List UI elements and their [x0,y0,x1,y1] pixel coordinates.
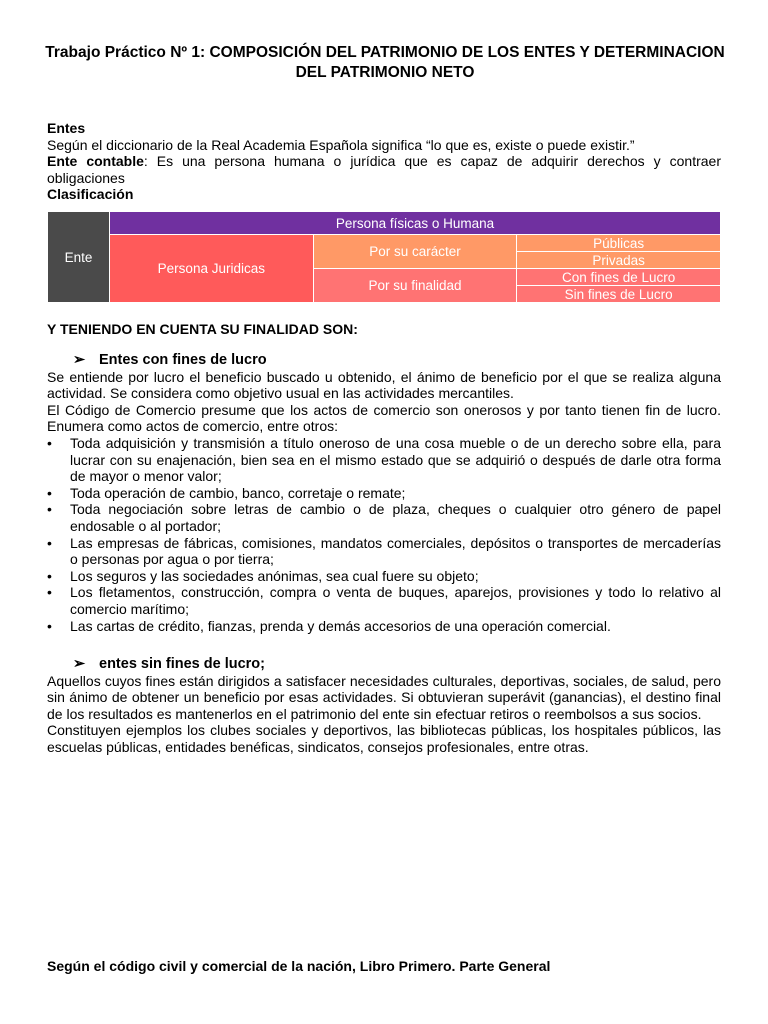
bullet-dot-icon: • [47,501,52,518]
bullet-dot-icon: • [47,484,52,501]
list-item: • Los fletamentos, construcción, compra o venta de buques, aparejos, provisiones y todo lo relativo al comercio marítimo; [47,584,721,617]
classification-table [47,211,721,303]
cell-ente: Ente [48,212,110,303]
bullet-dot-icon: • [47,567,52,584]
finalidad-heading: Y TENIENDO EN CUENTA SU FINALIDAD SON: [47,321,358,337]
con-lucro-paragraph-2: El Código de Comercio presume que los actos de comercio son onerosos y por tanto tienen fin de lucro. Enumera como actos de comercio, entre otros: [47,401,721,435]
cell-persona-juridica: Persona Juridicas [110,235,314,303]
list-item: • Toda adquisición y transmisión a título oneroso de una cosa mueble o de un derecho sobre ella, para lucrar con su enajenación, bien sea en el mismo estado que se adquirió o después de darle otra forma de mayor o menor valor; [47,434,721,485]
bullet-dot-icon: • [47,434,52,451]
sin-lucro-heading [47,656,721,673]
list-item: • Los seguros y las sociedades anónimas, sea cual fuere su objeto; [47,567,479,584]
list-item: • Las empresas de fábricas, comisiones, mandatos comerciales, depósitos o transportes de mercaderías o personas por agua o por tierra; [47,534,721,568]
con-lucro-heading [47,352,721,369]
cell-persona-fisica: Persona físicas o Humana [110,212,721,235]
con-lucro-section [47,352,721,634]
clasificacion-heading: Clasificación [47,186,134,203]
bullet-dot-icon: • [47,617,52,634]
sin-lucro-heading-text: entes sin fines de lucro; [99,656,265,672]
sin-lucro-paragraph-2: Constituyen ejemplos los clubes sociales y deportivos, las bibliotecas públicas, los hospitales públicos, las escuelas públicas, entidades benéficas, sindicatos, consejos profesionales, entre otras. [47,722,721,755]
arrow-bullet-icon: ➢ [73,352,86,368]
con-lucro-heading-text: Entes con fines de lucro [99,352,267,368]
ente-contable-label: Ente contable [47,153,144,170]
sin-lucro-section [47,656,721,756]
list-item: • Toda operación de cambio, banco, corretaje o remate; [47,484,406,501]
cell-sin-fines-lucro: Sin fines de Lucro [517,286,721,303]
title-line-1: Trabajo Práctico Nº 1: COMPOSICIÓN DEL PATRIMONIO DE LOS ENTES Y DETERMINACION [45,44,725,61]
cell-por-su-caracter: Por su carácter [313,235,517,269]
list-item: • Las cartas de crédito, fianzas, prenda y demás accesorios de una operación comercial. [47,617,611,634]
cell-por-su-finalidad: Por su finalidad [313,269,517,303]
arrow-bullet-icon: ➢ [73,656,86,672]
con-lucro-paragraph-1: Se entiende por lucro el beneficio buscado u obtenido, el ánimo de beneficio por el que se realiza alguna actividad. Se considera como objetivo usual en las actividades mercantiles. [47,368,721,402]
footer-reference: Según el código civil y comercial de la nación, Libro Primero. Parte General [47,958,551,974]
actos-comercio-list [47,435,721,634]
sin-lucro-paragraph-1: Aquellos cuyos fines están dirigidos a satisfacer necesidades culturales, deportivas, sociales, de salud, pero sin ánimo de obtener un beneficio por esas actividades. Si obtuvieran superávit (ganancias), el destino final de los resultados es mantenerlos en el patrimonio del ente sin efectuar retiros o reembolsos a sus socios. [47,672,721,722]
entes-heading: Entes [47,120,86,136]
ente-contable-text: : Es una persona humana o jurídica que es capaz de adquirir derechos y contraer obligaciones [47,153,722,186]
cell-privadas: Privadas [517,252,721,269]
bullet-dot-icon: • [47,534,52,551]
entes-definition: Según el diccionario de la Real Academia Española significa “lo que es, existe o puede existir.” [47,136,635,153]
list-item: • Toda negociación sobre letras de cambio o de plaza, cheques o cualquier otro género de papel endosable o al portador; [47,501,721,534]
cell-con-fines-lucro: Con fines de Lucro [517,269,721,286]
ente-contable-paragraph [47,153,721,186]
cell-publicas: Públicas [517,235,721,252]
document-title [40,43,730,83]
bullet-dot-icon: • [47,584,52,601]
title-line-2: DEL PATRIMONIO NETO [295,64,475,81]
entes-section [47,120,721,203]
